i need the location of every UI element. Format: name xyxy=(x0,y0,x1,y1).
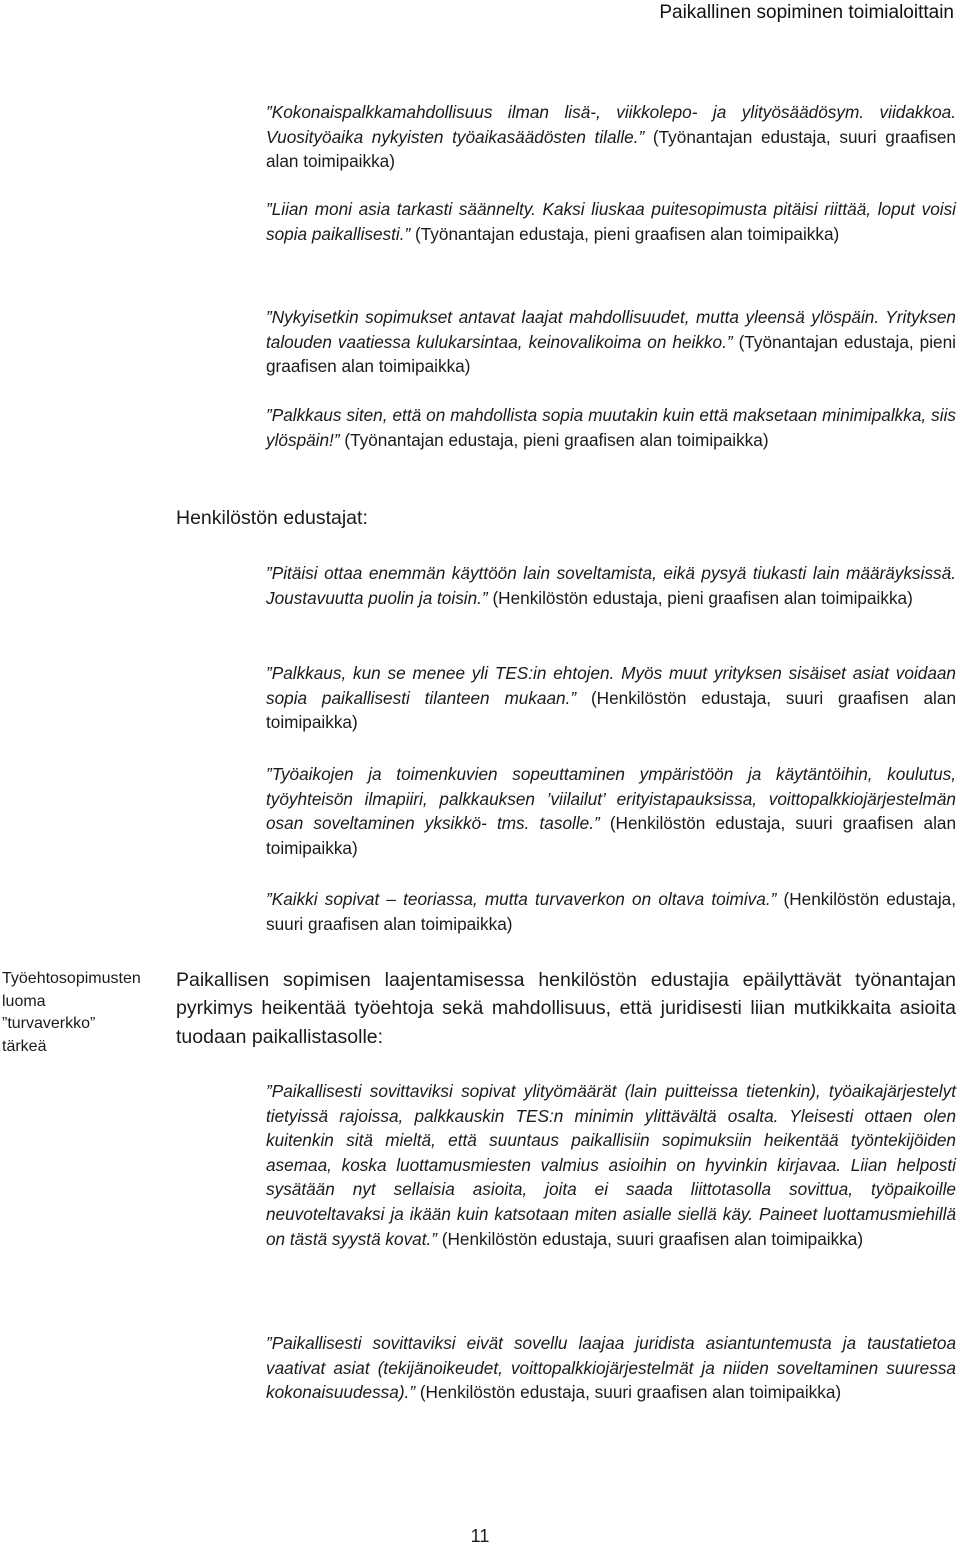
staff-quote-2 xyxy=(266,661,956,735)
employer-quote-1 xyxy=(266,100,956,174)
quote-source: (Henkilöstön edustaja, suuri graafisen alan toimipaikka) xyxy=(266,813,957,858)
closing-quote-2 xyxy=(266,1331,956,1405)
section-heading-staff: Henkilöstön edustajat: xyxy=(176,507,368,529)
margin-note: Työehtosopimusten luoma ”turvaverkko” tärkeä xyxy=(2,970,141,1055)
quote-text: ”Liian moni asia tarkasti säännelty. Kaksi liuskaa puitesopimusta pitäisi riittää, loput voisi sopia paikallisesti.” xyxy=(266,199,956,244)
quote-source: (Henkilöstön edustaja, pieni graafisen alan toimipaikka) xyxy=(492,587,913,608)
quote-source: (Työnantajan edustaja, pieni graafisen alan toimipaikka) xyxy=(415,223,840,244)
quote-source: (Henkilöstön edustaja, suuri graafisen alan toimipaikka) xyxy=(419,1382,842,1403)
closing-quote-1 xyxy=(266,1079,956,1251)
employer-quote-3 xyxy=(266,305,956,379)
quote-source: (Työnantajan edustaja, pieni graafisen alan toimipaikka) xyxy=(344,429,769,450)
quote-text: ”Nykyisetkin sopimukset antavat laajat mahdollisuudet, mutta yleensä ylöspäin. Yrityksen talouden vaatiessa kulukarsintaa, keinovalikoima on heikko.” xyxy=(266,307,956,352)
quote-text: ”Palkkaus, kun se menee yli TES:in ehtojen. Myös muut yrityksen sisäiset asiat voidaan sopia paikallisesti tilanteen mukaan.” xyxy=(266,663,956,708)
quote-text: ”Pitäisi ottaa enemmän käyttöön lain soveltamista, eikä pysyä tiukasti lain määräyksissä. Joustavuutta puolin ja toisin.” xyxy=(266,563,956,608)
staff-quote-3 xyxy=(266,762,956,860)
page-number: 11 xyxy=(470,1526,490,1546)
quote-text: ”Kokonaispalkkamahdollisuus ilman lisä-, viikkolepo- ja ylityösäädösym. viidakkoa. Vuosityöaika nykyisten työaikasäädösten tilalle.” xyxy=(266,102,956,147)
page-header-title: Paikallinen sopiminen toimialoittain xyxy=(659,2,954,23)
quote-source: (Työnantajan edustaja, pieni graafisen alan toimipaikka) xyxy=(266,331,956,377)
quote-text: ”Paikallisesti sovittaviksi eivät sovellu laajaa juridista asiantuntemusta ja taustatietoa vaativat asiat (tekijänoikeudet, voittopalkkiojärjestelmät ja niiden soveltaminen suuressa kokonaisuudessa).” xyxy=(266,1333,956,1403)
quote-text: ”Palkkaus siten, että on mahdollista sopia muutakin kuin että maksetaan minimipalkka, siis ylöspäin!” xyxy=(266,405,956,450)
intro-paragraph: Paikallisen sopimisen laajentamisessa henkilöstön edustajia epäilyttävät työnantajan pyrkimys heikentää työehtoja sekä mahdollisuus, että juridisesti liian mutkikkaita asioita tuodaan paikallistasolle: xyxy=(176,969,956,1048)
staff-quote-1 xyxy=(266,561,956,610)
quote-source: (Henkilöstön edustaja, suuri graafisen alan toimipaikka) xyxy=(266,889,957,934)
quote-text: ”Kaikki sopivat – teoriassa, mutta turvaverkon on oltava toimiva.” xyxy=(266,889,777,909)
employer-quote-4 xyxy=(266,403,956,452)
quote-text: ”Työaikojen ja toimenkuvien sopeuttaminen ympäristöön ja käytäntöihin, koulutus, työyhteisön ilmapiiri, palkkauksen ’viilailut’ erityistapauksissa, voittopalkkiojärjestelmän osan soveltaminen yksikkö- tms. tasolle.” xyxy=(266,764,956,834)
quote-source: (Henkilöstön edustaja, suuri graafisen alan toimipaikka) xyxy=(441,1228,864,1249)
staff-quote-4 xyxy=(266,887,956,936)
quote-text: ”Paikallisesti sovittaviksi sopivat ylityömäärät (lain puitteissa tietenkin), työaikajärjestelyt tietyissä rajoissa, palkkauskin TES:n minimin ylittävältä osalta. Yleisesti ottaen olen kuitenkin sitä mieltä, että suuntaus paikallisiin sopimuksiin heikentää työntekijöiden asemaa, koska luottamusmiesten valmius asioihin on hyvinkin kirjavaa. Liian helposti sysätään nyt sellaisia asioita, joita ei saada liittotasolla sovittua, työpaikoille neuvoteltavaksi ja ikään kuin katsotaan miten asialle siellä käy. Paineet luottamusmiehillä on tästä syystä kovat.” xyxy=(266,1081,956,1249)
employer-quote-2 xyxy=(266,197,956,246)
quote-source: (Henkilöstön edustaja, suuri graafisen alan toimipaikka) xyxy=(266,687,956,733)
quote-source: (Työnantajan edustaja, suuri graafisen alan toimipaikka) xyxy=(266,126,956,172)
